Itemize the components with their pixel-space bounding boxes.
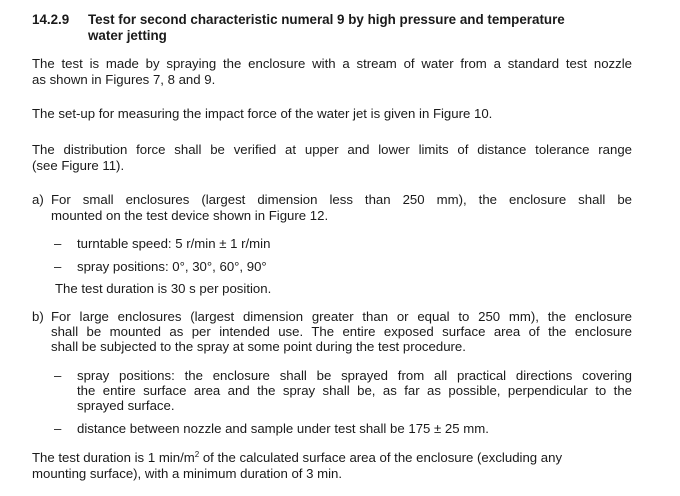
item-b-bullet-1-line2: the entire surface area and the spray shall be, as far as possible, perpendicular to the (77, 383, 632, 398)
item-b-bullet-1-line3: sprayed surface. (77, 398, 175, 413)
item-b-bullet-2-dash: – (54, 421, 62, 436)
paragraph-1-line1: The test is made by spraying the enclosure with a stream of water from a standard test nozzle (32, 56, 632, 71)
final-line1-start: The test duration is 1 min/m (32, 450, 195, 465)
section-title-line1: Test for second characteristic numeral 9 by high pressure and temperature (88, 12, 565, 27)
item-a-bullet-1: turntable speed: 5 r/min ± 1 r/min (77, 236, 271, 251)
item-a-bullet-1-dash: – (54, 236, 62, 251)
paragraph-1-line2: as shown in Figures 7, 8 and 9. (32, 72, 216, 87)
item-b-line1: For large enclosures (largest dimension greater than or equal to 250 mm), the enclosure (51, 309, 632, 324)
item-a-bullet-2: spray positions: 0°, 30°, 60°, 90° (77, 259, 267, 274)
paragraph-3-line1: The distribution force shall be verified at upper and lower limits of distance tolerance range (32, 142, 632, 157)
item-a-bullet-2-dash: – (54, 259, 62, 274)
item-a-line1: For small enclosures (largest dimension less than 250 mm), the enclosure shall be (51, 192, 632, 207)
item-b-line3: shall be subjected to the spray at some point during the test procedure. (51, 339, 466, 354)
superscript-2: 2 (194, 450, 200, 459)
item-b-line2: shall be mounted as per intended use. The entire exposed surface area of the enclosure (51, 324, 632, 339)
final-paragraph-line2: mounting surface), with a minimum duration of 3 min. (32, 466, 343, 481)
section-number: 14.2.9 (32, 12, 70, 27)
item-a-marker: a) (32, 192, 44, 207)
paragraph-3-line2: (see Figure 11). (32, 158, 125, 173)
final-line1-end: of the calculated surface area of the enclosure (excluding any (199, 450, 563, 465)
item-a-duration: The test duration is 30 s per position. (55, 281, 272, 296)
item-b-marker: b) (32, 309, 44, 324)
item-b-bullet-2: distance between nozzle and sample under test shall be 175 ± 25 mm. (77, 421, 489, 436)
paragraph-2: The set-up for measuring the impact force of the water jet is given in Figure 10. (32, 106, 493, 121)
final-paragraph-line1 (32, 450, 632, 465)
item-a-line2: mounted on the test device shown in Figure 12. (51, 208, 329, 223)
item-b-bullet-1-dash: – (54, 368, 62, 383)
item-b-bullet-1-line1: spray positions: the enclosure shall be sprayed from all practical directions covering (77, 368, 632, 383)
section-title-line2: water jetting (88, 28, 167, 43)
